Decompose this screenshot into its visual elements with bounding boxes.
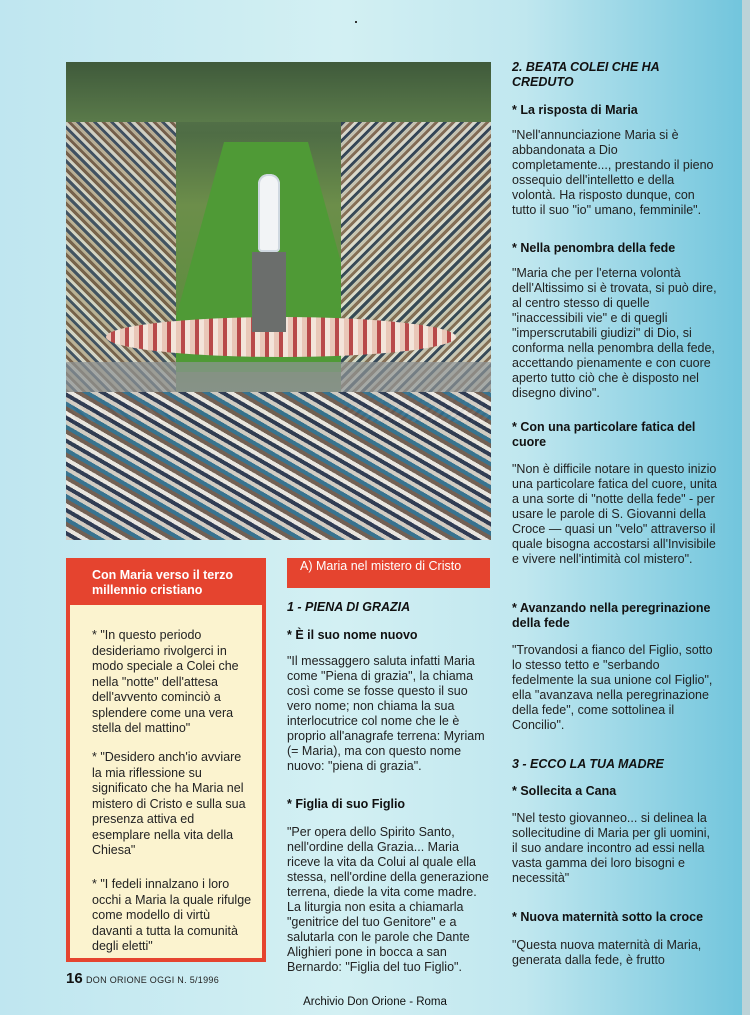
page-number: 16 — [66, 970, 83, 987]
paragraph-penombra: "Maria che per l'eterna volontà dell'Altissimo si è trovata, si può dire, al centro stesso di quelle "inaccessibili vie" e di quegli "imperscrutabili giudizi" di Dio, si conforma nella penombra della fede, accettando pienamente e con cuore aperto tutto ciò che è disposto nel disegno divino". — [512, 266, 717, 400]
subhead-nome-nuovo: * È il suo nome nuovo — [287, 628, 490, 643]
photo-madonna-statue — [258, 174, 280, 252]
paragraph-peregrinazione: "Trovandosi a fianco del Figlio, sotto lo stesso tetto e "serbando fedelmente la sua unione col Figlio", ella "avanzava nella peregrinazione della fede", come sottolinea il Concilio". — [512, 643, 713, 732]
sidebar-quote-1: * "In questo periodo desideriamo rivolgerci in modo speciale a Colei che nella "notte" dell'attesa dell'avvento cominciò a splendere come una vera stella del mattino" — [92, 628, 239, 735]
paragraph-nome-nuovo: "Il messaggero saluta infatti Maria come "Piena di grazia", la chiama così come se fosse questo il suo vero nome; non chiama la sua interlocutrice col nome che le è proprio all'anagrafe terrena: Myriam (= Maria), ma con questo nome nuovo: "piena di grazia". — [287, 654, 485, 773]
photo-crowd-foreground — [66, 392, 491, 540]
paragraph-figlia: "Per opera dello Spirito Santo, nell'ordine della Grazia... Maria riceve la vita da Colui al quale ella stessa, nell'ordine della generazione terrena, diede la vita come madre. La liturgia non esita a chiamarla "genitrice del tuo Genitore" e a salutarla con le parole che Dante Alighieri pone in bocca a san Bernardo: "Figlia del tuo Figlio". — [287, 825, 489, 974]
page-edge — [742, 0, 750, 1015]
paragraph-risposta: "Nell'annunciazione Maria si è abbandonata a Dio completamente..., prestando il pieno ossequio dell'intelletto e della volontà. Ha risposto dunque, con tutto il suo "io" umano, femminile". — [512, 128, 714, 217]
sidebar-box — [66, 558, 266, 962]
subhead-penombra: * Nella penombra della fede — [512, 241, 717, 256]
section-piena-di-grazia: 1 - PIENA DI GRAZIA — [287, 600, 411, 614]
photo-statue-pedestal — [252, 252, 286, 332]
print-speck — [355, 21, 357, 23]
sidebar-title: Con Maria verso il terzo millennio cristiano — [70, 562, 262, 605]
paragraph-nuova-maternita: "Questa nuova maternità di Maria, generata dalla fede, è frutto — [512, 938, 702, 967]
paragraph-fatica: "Non è difficile notare in questo inizio una particolare fatica del cuore, unita a una sorte di "notte della fede" - per usare le parole di S. Giovanni della Croce — quasi un "velo" attraverso il quale bisogna accostarsi all'Invisibile e vivere nell'intimità col mistero". — [512, 462, 717, 566]
subhead-nuova-maternita: * Nuova maternità sotto la croce — [512, 910, 717, 925]
middle-column-header: A) Maria nel mistero di Cristo — [287, 558, 490, 588]
subhead-cana: * Sollecita a Cana — [512, 784, 717, 799]
paragraph-cana: "Nel testo giovanneo... si delinea la sollecitudine di Maria per gli uomini, il suo andare incontro ad essi nella vasta gamma dei loro bisogni e necessità" — [512, 811, 711, 885]
sidebar-quote-2: * "Desidero anch'io avviare la mia riflessione su significato che ha Maria nel mistero di Cristo e sulla sua presenza attiva ed esemplare nella vita della Chiesa" — [92, 750, 246, 857]
archive-caption: Archivio Don Orione - Roma — [303, 996, 447, 1008]
subhead-peregrinazione: * Avanzando nella peregrinazione della fede — [512, 601, 717, 631]
subhead-risposta: * La risposta di Maria — [512, 103, 717, 118]
section-ecco-la-tua-madre: 3 - ECCO LA TUA MADRE — [512, 757, 664, 771]
sidebar-quote-3: * "I fedeli innalzano i loro occhi a Maria la quale rifulge come modello di virtù davanti a tutta la comunità degli eletti" — [92, 877, 252, 953]
pilgrimage-photo — [66, 62, 491, 540]
subhead-figlia: * Figlia di suo Figlio — [287, 797, 490, 812]
subhead-fatica: * Con una particolare fatica del cuore — [512, 420, 717, 450]
photo-trees — [66, 62, 491, 122]
section-beata-colei: 2. BEATA COLEI CHE HA CREDUTO — [512, 60, 660, 89]
publication-name: DON ORIONE OGGI N. 5/1996 — [86, 975, 220, 985]
